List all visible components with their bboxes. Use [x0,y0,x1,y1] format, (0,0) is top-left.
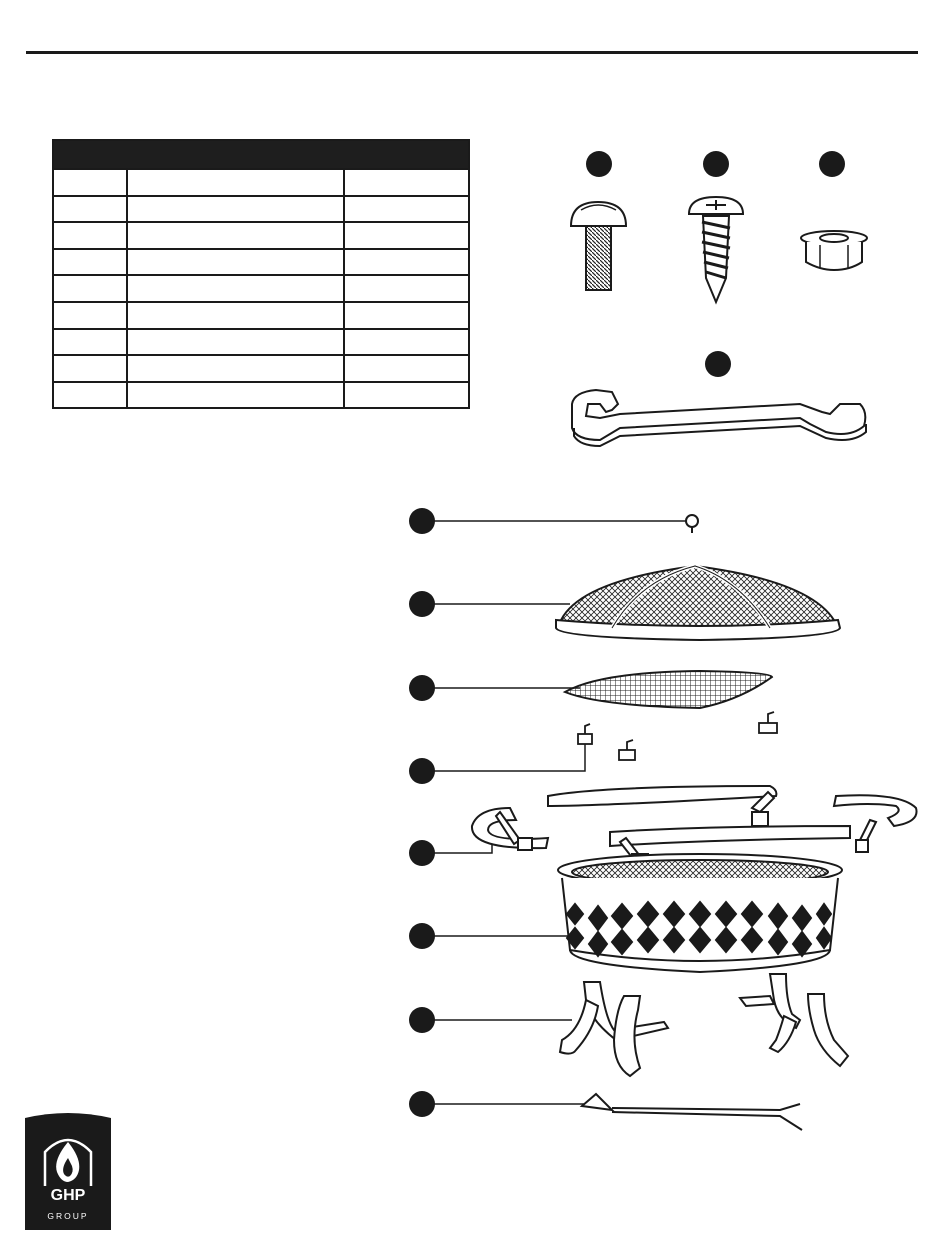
part-marker [409,675,435,701]
part-marker [705,351,731,377]
leg-icon [560,974,848,1076]
nut-icon [801,231,867,270]
bracket-icon [578,712,777,760]
spark-screen-icon [556,566,840,640]
part-marker [409,508,435,534]
logo-ghp-text: GHP [50,1187,86,1204]
wrench-icon [572,390,866,446]
part-marker [586,151,612,177]
screw-icon [689,197,743,302]
part-marker [703,151,729,177]
part-marker [409,923,435,949]
part-marker [409,758,435,784]
bolt-icon [571,202,626,290]
part-marker [409,840,435,866]
tongs-icon [582,1094,802,1130]
part-marker [409,1091,435,1117]
poker-icon [686,515,698,533]
cooking-grate-icon [565,671,772,708]
logo-group-text: GROUP [47,1211,89,1221]
part-marker [409,1007,435,1033]
part-marker [409,591,435,617]
bowl-icon [558,854,842,972]
part-marker [819,151,845,177]
